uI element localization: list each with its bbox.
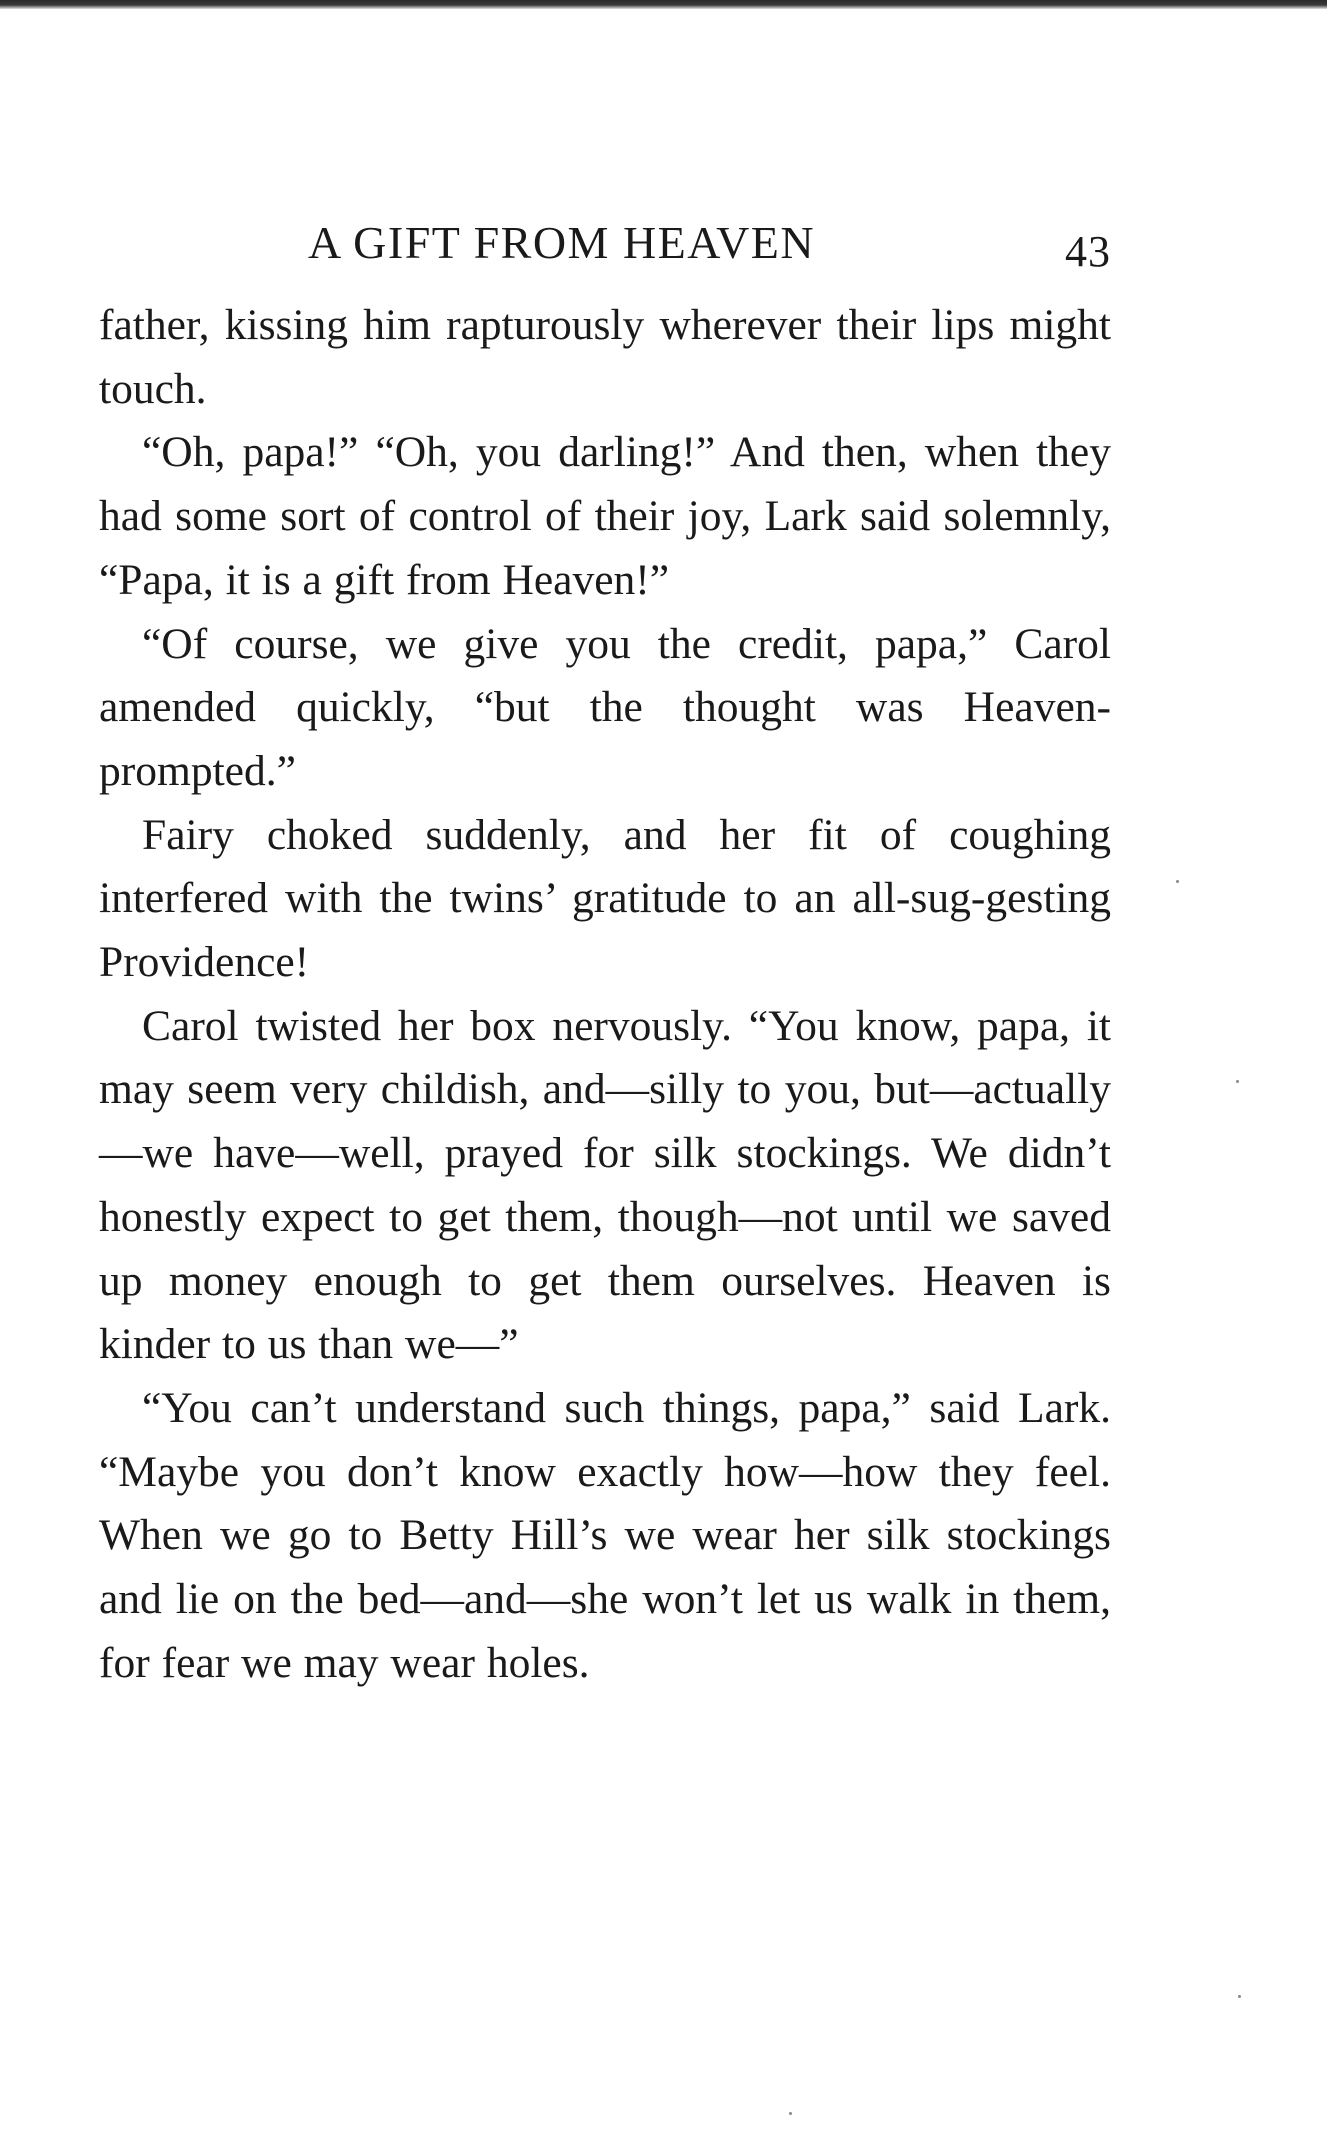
book-page xyxy=(99,210,1111,1695)
paragraph: Carol twisted her box nervously. “You know, papa, it may seem very childish, and—silly to you, but—actually—we have—well, prayed for silk stockings. We didn’t honestly expect to get them, though—not until we saved up money enough to get them ourselves. Heaven is kinder to us than we—” xyxy=(99,1001,1111,1369)
paper-speck xyxy=(1236,1080,1239,1083)
chapter-title: A GIFT FROM HEAVEN xyxy=(308,217,816,268)
paragraph: “Of course, we give you the credit, papa,” Carol amended quickly, “but the thought was Heaven-prompted.” xyxy=(99,619,1111,795)
paragraph: Fairy choked suddenly, and her fit of coughing interfered with the twins’ gratitude to an all-sug-gesting Providence! xyxy=(99,810,1111,987)
paragraph: father, kissing him rapturously wherever their lips might touch. xyxy=(99,301,1111,413)
paper-speck xyxy=(789,2112,792,2115)
page-number: 43 xyxy=(1065,227,1111,276)
paragraph: “Oh, papa!” “Oh, you darling!” And then, when they had some sort of control of their joy, Lark said solemnly, “Papa, it is a gift from Heaven!” xyxy=(99,428,1111,604)
paper-speck xyxy=(1238,1995,1241,1998)
paragraph: “You can’t understand such things, papa,” said Lark. “Maybe you don’t know exactly how—how they feel. When we go to Betty Hill’s we wear her silk stockings and lie on the bed—and—she won’t let us walk in them, for fear we may wear holes. xyxy=(99,1383,1111,1687)
paper-speck xyxy=(1176,880,1179,883)
page-top-edge xyxy=(0,0,1327,9)
running-header xyxy=(99,210,1111,280)
body-text xyxy=(99,294,1111,1695)
